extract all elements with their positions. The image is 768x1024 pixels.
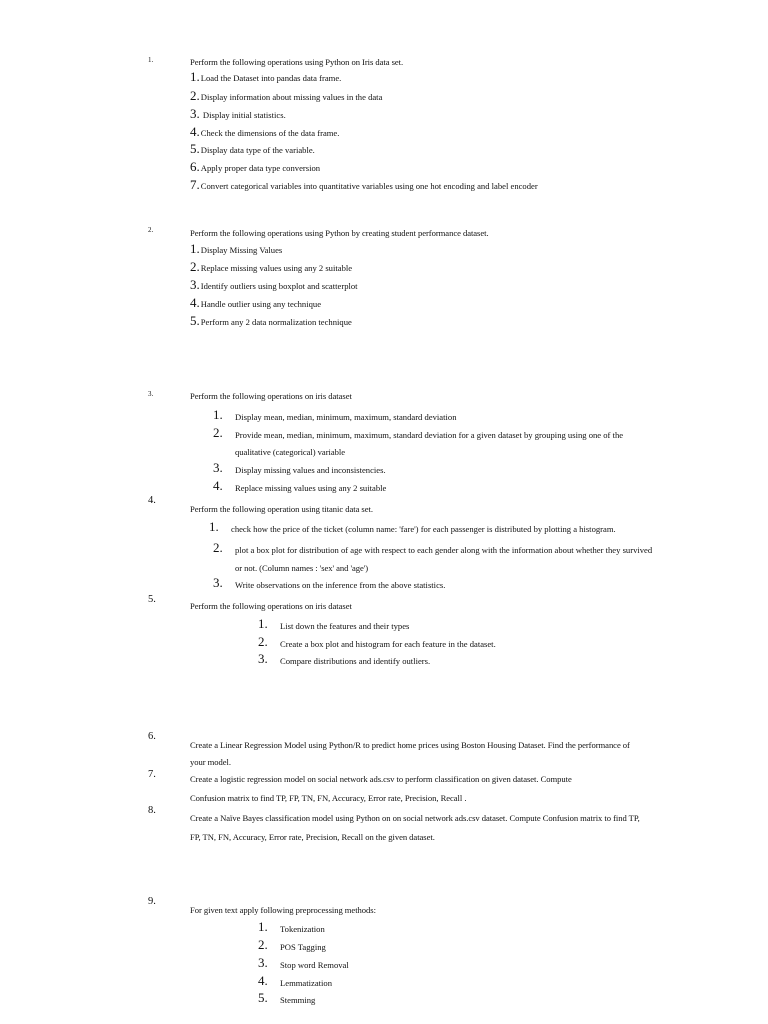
list-item-text: Display data type of the variable. [200, 145, 315, 155]
list-item-text: Display missing values and inconsistencies. [235, 465, 386, 475]
question-7-line-2: Confusion matrix to find TP, FP, TN, FN, Accuracy, Error rate, Precision, Recall . [190, 793, 467, 803]
list-item-text: Write observations on the inference from the above statistics. [235, 580, 446, 590]
list-item-number: 1. [258, 919, 268, 934]
list-item-number: 1. [258, 616, 268, 631]
list-item-text: check how the price of the ticket (column name: 'fare') for each passenger is distributed by plotting a histogram. [231, 524, 616, 534]
question-9-title: For given text apply following preprocessing methods: [190, 905, 376, 915]
question-6-number: 6. [148, 731, 156, 742]
list-item-number: 1. [213, 407, 223, 422]
question-9-number: 9. [148, 896, 156, 907]
list-item-number: 4. [213, 478, 223, 493]
list-item-text: Lemmatization [280, 978, 333, 988]
list-item-text: Tokenization [280, 924, 325, 934]
list-item-text: Display mean, median, minimum, maximum, standard deviation [235, 412, 457, 422]
list-item-text: Replace missing values using any 2 suitable [235, 483, 387, 493]
list-item-continuation: or not. (Column names : 'sex' and 'age') [235, 563, 369, 573]
list-item-number: 1. [190, 241, 200, 256]
list-item-text: plot a box plot for distribution of age with respect to each gender along with the information about whether they survived [235, 545, 653, 555]
list-item [190, 178, 538, 193]
list-item-number: 5. [190, 313, 200, 328]
list-item-text: List down the features and their types [280, 621, 410, 631]
list-item-number: 1. [190, 69, 200, 84]
question-5-number: 5. [148, 594, 156, 605]
question-1-title: Perform the following operations using Python on Iris data set. [190, 57, 404, 67]
question-5-title: Perform the following operations on iris dataset [190, 601, 352, 611]
list-item [190, 142, 315, 157]
list-item-text: Replace missing values using any 2 suitable [200, 263, 353, 273]
question-3-title: Perform the following operations on iris dataset [190, 391, 352, 401]
question-4-title: Perform the following operation using titanic data set. [190, 504, 373, 514]
list-item [190, 89, 382, 104]
list-item-number: 4. [258, 973, 268, 988]
list-item-text: Check the dimensions of the data frame. [200, 128, 340, 138]
list-item-text: Stemming [280, 995, 316, 1005]
question-1-number: 1. [148, 56, 154, 64]
list-item-number: 2. [258, 634, 268, 649]
list-item-number: 3. [258, 651, 268, 666]
list-item-text: Load the Dataset into pandas data frame. [200, 73, 342, 83]
list-item [190, 125, 339, 140]
list-item-number: 5. [190, 141, 200, 156]
question-7-number: 7. [148, 769, 156, 780]
list-item-text: Display information about missing values in the data [200, 92, 383, 102]
list-item-number: 3. [213, 575, 223, 590]
list-item-text: Display Missing Values [200, 245, 283, 255]
list-item-text: Provide mean, median, minimum, maximum, standard deviation for a given dataset by grouping using one of the [235, 430, 624, 440]
list-item [190, 70, 341, 85]
list-item [190, 278, 358, 293]
list-item-number: 2. [213, 540, 223, 555]
list-item-number: 2. [258, 937, 268, 952]
list-item [190, 296, 321, 311]
question-8-line-2: FP, TN, FN, Accuracy, Error rate, Precision, Recall on the given dataset. [190, 832, 435, 842]
question-6-line-1: Create a Linear Regression Model using Python/R to predict home prices using Boston Housing Dataset. Find the performance of [190, 740, 630, 750]
list-item-number: 4. [190, 124, 200, 139]
list-item-text: Handle outlier using any technique [200, 299, 322, 309]
list-item-number: 2. [190, 88, 200, 103]
list-item-number: 3. [258, 955, 268, 970]
list-item-number: 3. [213, 460, 223, 475]
question-2-title: Perform the following operations using Python by creating student performance dataset. [190, 228, 489, 238]
list-item-text: Perform any 2 data normalization technique [200, 317, 352, 327]
list-item-number: 7. [190, 177, 200, 192]
question-8-number: 8. [148, 805, 156, 816]
list-item-number: 2. [213, 425, 223, 440]
list-item-text: POS Tagging [280, 942, 326, 952]
list-item-number: 2. [190, 259, 200, 274]
list-item-text: Apply proper data type conversion [200, 163, 321, 173]
question-4-number: 4. [148, 495, 156, 506]
list-item-number: 5. [258, 990, 268, 1005]
list-item-number: 3. [190, 277, 200, 292]
list-item-number: 3. [190, 106, 200, 121]
list-item-text: Stop word Removal [280, 960, 349, 970]
list-item-continuation: qualitative (categorical) variable [235, 447, 345, 457]
list-item-text: Compare distributions and identify outliers. [280, 656, 431, 666]
list-item [190, 160, 320, 175]
list-item-number: 1. [209, 519, 219, 534]
list-item-text: Create a box plot and histogram for each feature in the dataset. [280, 639, 496, 649]
list-item [190, 107, 286, 122]
list-item-number: 4. [190, 295, 200, 310]
list-item-text: Identify outliers using boxplot and scatterplot [200, 281, 358, 291]
list-item-text: Display initial statistics. [200, 110, 286, 120]
question-8-line-1: Create a Naïve Bayes classification model using Python on on social network ads.csv dataset. Compute Confusion matrix to find TP, [190, 813, 640, 823]
question-7-line-1: Create a logistic regression model on social network ads.csv to perform classification on given dataset. Compute [190, 774, 572, 784]
list-item-number: 6. [190, 159, 200, 174]
list-item [190, 260, 352, 275]
list-item-text: Convert categorical variables into quantitative variables using one hot encoding and label encoder [200, 181, 538, 191]
question-6-line-2: your model. [190, 757, 231, 767]
list-item [190, 242, 282, 257]
question-3-number: 3. [148, 390, 154, 398]
list-item [190, 314, 352, 329]
question-2-number: 2. [148, 226, 154, 234]
